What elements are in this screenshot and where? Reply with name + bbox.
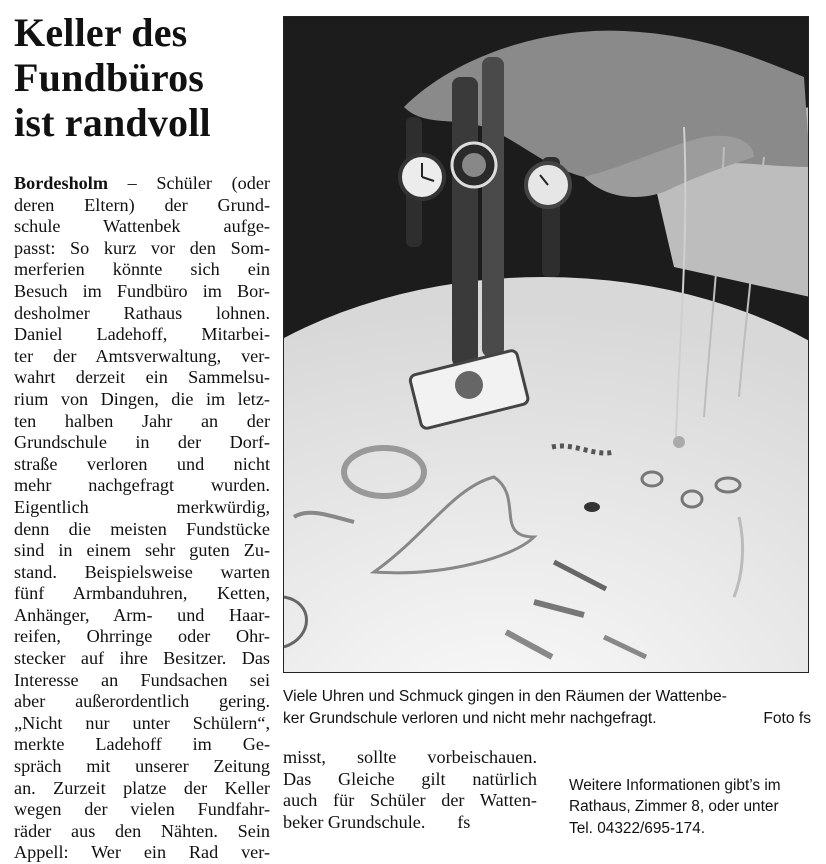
article-line: aber außerordentlich gering. — [14, 691, 270, 712]
headline-line: Fundbüros — [14, 55, 205, 100]
article-line: Besuch im Fundbüro im Bor- — [14, 280, 270, 301]
earring — [584, 502, 600, 512]
article-line: wahrt derzeit ein Sammelsu- — [14, 367, 270, 388]
article-line: stand. Beispielsweise warten — [14, 561, 270, 582]
article-line: wegen der vielen Fundfahr- — [14, 799, 270, 820]
article-line: räder aus den Nähten. Sein — [14, 820, 270, 841]
watch-band — [482, 57, 504, 357]
caption-text: ker Grundschule verloren und nicht mehr nachgefragt. — [283, 709, 657, 727]
table-surface — [284, 277, 809, 673]
article-line: merkte Ladehoff im Ge- — [14, 734, 270, 755]
article-line: „Nicht nur unter Schülern“, — [14, 712, 270, 733]
headline-line: Keller des — [14, 10, 188, 55]
article-line: Grundschule in der Dorf- — [14, 432, 270, 453]
watch-band — [452, 77, 478, 367]
headline-line: ist randvoll — [14, 100, 211, 145]
article-line: stecker auf ihre Besitzer. Das — [14, 648, 270, 669]
article-continuation — [283, 747, 537, 833]
article-line: rium von Dingen, die im letz- — [14, 388, 270, 409]
article-line: fünf Armbanduhren, Ketten, — [14, 583, 270, 604]
headline — [14, 10, 276, 145]
info-line: Rathaus, Zimmer 8, oder unter — [569, 798, 779, 816]
article-line: Appell: Wer ein Rad ver- — [14, 842, 270, 863]
article-line: mehr nachgefragt wurden. — [14, 475, 270, 496]
article-line: denn die meisten Fundstücke — [14, 518, 270, 539]
article-line: Anhänger, Arm- und Haar- — [14, 604, 270, 625]
first-line-text: – Schüler (oder — [107, 173, 270, 193]
article-line: an. Zurzeit platze der Keller — [14, 777, 270, 798]
article-line: reifen, Ohrringe oder Ohr- — [14, 626, 270, 647]
article-line: sind in einem sehr guten Zu- — [14, 540, 270, 561]
photo-credit: Foto fs — [763, 709, 811, 727]
article-line: straße verloren und nicht — [14, 453, 270, 474]
article-line: deren Eltern) der Grund- — [14, 194, 270, 215]
info-line: Tel. 04322/695-174. — [569, 819, 706, 837]
article-line: misst, sollte vorbeischauen. — [283, 747, 537, 767]
article-photo — [283, 16, 809, 673]
article-line: spräch mit unserer Zeitung — [14, 756, 270, 777]
article-line: Eigentlich merkwürdig, — [14, 496, 270, 517]
article-line: passt: So kurz vor den Som- — [14, 237, 270, 258]
info-line: Weitere Informationen gibt’s im — [569, 777, 781, 794]
article-line: desholmer Rathaus lohnen. — [14, 302, 270, 323]
article-line: Interesse an Fundsachen sei — [14, 669, 270, 690]
article-body — [14, 173, 270, 864]
caption-line — [283, 708, 811, 730]
article-line: auch für Schüler der Watten- — [283, 790, 537, 811]
article-line: ter der Amtsverwaltung, ver- — [14, 345, 270, 366]
info-box — [569, 775, 813, 839]
article-line: beker Grundschule. fs — [283, 811, 471, 832]
article-line: schule Wattenbek aufge- — [14, 216, 270, 237]
article-line: merferien könnte sich ein — [14, 259, 270, 280]
article-line: Das Gleiche gilt natürlich — [283, 768, 537, 789]
article-line — [14, 173, 270, 195]
photo-illustration — [284, 17, 809, 673]
dateline: Bordesholm — [14, 173, 108, 193]
caption-line: Viele Uhren und Schmuck gingen in den Räumen der Wattenbe- — [283, 688, 727, 705]
photo-caption — [283, 686, 811, 729]
article-line: ten halben Jahr an der — [14, 410, 270, 431]
article-line: Daniel Ladehoff, Mitarbei- — [14, 324, 270, 345]
